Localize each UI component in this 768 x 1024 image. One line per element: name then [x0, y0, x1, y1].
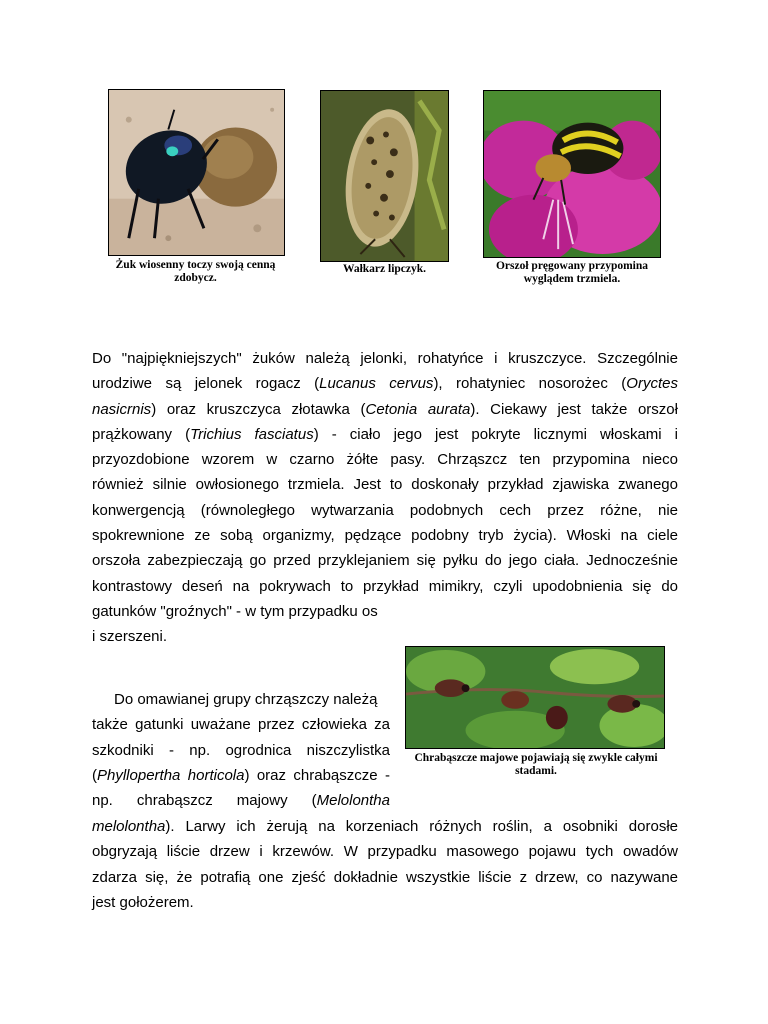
p2-line-1: Do omawianej grupy chrząszczy należą	[114, 691, 378, 708]
p1-line-12: i szerszeni.	[92, 628, 168, 646]
term-kruszczyca: kruszczyca złotawka	[206, 400, 350, 418]
p2-line-8: zdarza się, że potrafią one zjeść dokładnie wszystkie liście z drzew, co nazywane	[92, 868, 678, 886]
p2-line-7: obgryzają liście drzew i krzewów. W przypadku masowego pojawu tych owadów	[92, 843, 678, 861]
p1-line-11: gatunków "groźnych" - w tym przypadku os	[92, 602, 378, 620]
p2-line-4: (Phyllopertha horticola) oraz chrabąszcze -	[92, 766, 390, 784]
p2-line-2: także gatunki uważane przez człowieka za	[92, 716, 390, 734]
caption-dung-beetle: Żuk wiosenny toczy swoją cenną zdobycz.	[115, 259, 276, 284]
p1-line-3: nasicrnis) oraz kruszczyca złotawka (Cetonia aurata). Ciekawy jest także orszoł	[92, 400, 678, 418]
term-chrabaszcz-majowy: chrabąszcz majowy	[136, 792, 288, 810]
p1-line-10: kontrastowy deseń na pokrywach to przykład mimikry, czyli upodobnienia się do	[92, 577, 678, 595]
term-prazkowany: prążkowany	[92, 425, 173, 443]
p1-line-2: urodziwe są jelonek rogacz (Lucanus cervus), rohatyniec nosorożec (Oryctes	[92, 375, 678, 393]
paragraph-2-wide	[92, 814, 678, 915]
caption-orszol: Orszoł pręgowany przypomina wyglądem trzmiela.	[495, 260, 649, 285]
latin-nasicrnis: nasicrnis	[92, 400, 152, 418]
latin-trichius: Trichius fasciatus	[190, 425, 314, 443]
latin-melolontha: Melolontha	[316, 792, 390, 810]
caption-chrabaszcze: Chrabąszcze majowe pojawiają się zwykle całymi stadami.	[414, 752, 658, 777]
p1-line-8: spokrewnione ze sobą organizmy, pędzące podobny tryb życia). Włoski na ciele	[92, 527, 678, 545]
caption-walkarz-lipczyk: Wałkarz lipczyk.	[342, 263, 427, 275]
p2-line-3: szkodniki - np. ogrodnica niszczylistka	[92, 741, 390, 759]
p1-line-6: również silnie owłosionego trzmiela. Jest to doskonały przykład zjawiska zwanego	[92, 476, 678, 494]
latin-lucanus: Lucanus cervus	[319, 375, 434, 393]
latin-melolontha-2: melolontha	[92, 818, 166, 835]
p1-line-1: Do "najpiękniejszych" żuków należą jelonki, rohatyńce i kruszczyce. Szczególnie	[92, 350, 678, 367]
photo-chrabaszcze	[405, 646, 665, 749]
term-rohatyniec: rohatyniec nosorożec	[456, 375, 608, 393]
term-orszol: orszoł	[637, 400, 678, 418]
photo-dung-beetle	[108, 89, 285, 256]
photo-orszol	[483, 90, 661, 258]
p1-line-7: konwergencją (równoległego wytwarzania podobnych cech przez różne, nie	[92, 501, 678, 519]
p1-line-4: prążkowany (Trichius fasciatus) - ciało jego jest pokryte licznymi włoskami i	[92, 425, 678, 443]
term-jelonek-rogacz: jelonek rogacz	[194, 375, 301, 393]
paragraph-2-narrow	[92, 687, 390, 813]
latin-phyllopertha: Phyllopertha horticola	[97, 766, 245, 784]
photo-walkarz-lipczyk	[320, 90, 449, 262]
p2-line-5: np. chrabąszcz majowy (Melolontha	[92, 792, 390, 810]
latin-cetonia: Cetonia aurata	[365, 400, 471, 418]
term-ogrodnica: ogrodnica niszczylistka	[225, 741, 390, 759]
p1-line-5: przyozdobione wzorem w czarno żółte pasy. Chrząszcz ten przypomina nieco	[92, 451, 678, 469]
latin-oryctes: Oryctes	[626, 375, 678, 393]
p2-line-9: jest gołożerem.	[92, 893, 194, 911]
p1-line-9: orszoła zabezpieczają go przed przyklejaniem się pyłku do jego ciała. Jednocześnie	[92, 552, 678, 570]
paragraph-1	[92, 346, 678, 650]
p2-line-6: melolontha). Larwy ich żerują na korzeniach różnych roślin, a osobniki dorosłe	[92, 818, 678, 835]
